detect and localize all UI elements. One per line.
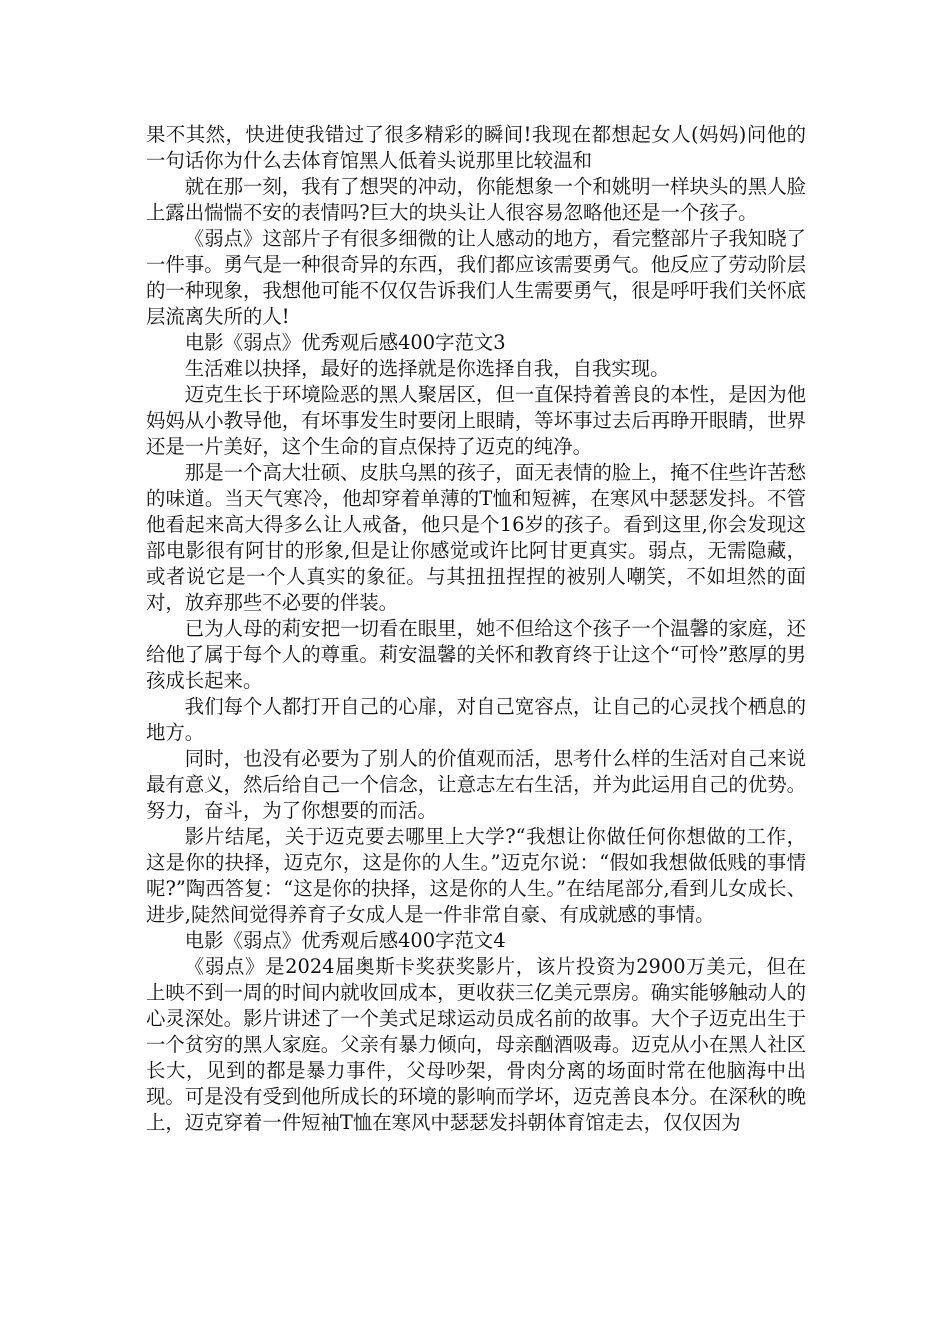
paragraph: 我们每个人都打开自己的心扉，对自己宽容点，让自己的心灵找个栖息的地方。 [146, 695, 806, 744]
section-heading: 电影《弱点》优秀观后感400字范文4 [184, 929, 506, 952]
paragraph: 就在那一刻，我有了想哭的冲动，你能想象一个和姚明一样块头的黑人脸上露出惴惴不安的表情吗?巨大的块头让人很容易忽略他还是一个孩子。 [146, 175, 806, 224]
paragraph: 已为人母的莉安把一切看在眼里，她不但给这个孩子一个温馨的家庭，还给他了属于每个人的尊重。莉安温馨的关怀和教育终于让这个“可怜”憨厚的男孩成长起来。 [146, 617, 806, 692]
paragraph: 那是一个高大壮硕、皮肤乌黑的孩子，面无表情的脸上，掩不住些许苦愁的味道。当天气寒冷，他却穿着单薄的T恤和短裤，在寒风中瑟瑟发抖。不管他看起来高大得多么让人戒备，他只是个16岁的孩子。看到这里,你会发现这部电影很有阿甘的形象,但是让你感觉或许比阿甘更真实。弱点，无需隐藏，或者说它是一个人真实的象征。与其扭扭捏捏的被别人嘲笑，不如坦然的面对，放弃那些不必要的伴装。 [146, 461, 806, 614]
section-heading: 电影《弱点》优秀观后感400字范文3 [184, 331, 506, 354]
paragraph: 《弱点》这部片子有很多细微的让人感动的地方，看完整部片子我知晓了一件事。勇气是一种很奇异的东西，我们都应该需要勇气。他反应了劳动阶层的一种现象，我想他可能不仅仅告诉我们人生需要勇气，很是呼吁我们关怀底层流离失所的人! [146, 227, 806, 328]
paragraph: 影片结尾，关于迈克要去哪里上大学?“我想让你做任何你想做的工作，这是你的抉择，迈克尔，这是你的人生。”迈克尔说：“假如我想做低贱的事情呢?”陶西答复：“这是你的抉择，这是你的人生。”在结尾部分,看到儿女成长、进步,陡然间觉得养育子女成人是一件非常自豪、有成就感的事情。 [146, 825, 806, 926]
paragraph: 同时，也没有必要为了别人的价值观而活，思考什么样的生活对自己来说最有意义，然后给自己一个信念，让意志左右生活，并为此运用自己的优势。努力，奋斗，为了你想要的而活。 [146, 747, 806, 822]
paragraph: 迈克生长于环境险恶的黑人聚居区，但一直保持着善良的本性，是因为他妈妈从小教导他，有坏事发生时要闭上眼睛，等坏事过去后再睁开眼睛，世界还是一片美好，这个生命的盲点保持了迈克的纯净。 [146, 383, 806, 458]
paragraph: 《弱点》是2024届奥斯卡奖获奖影片，该片投资为2900万美元，但在上映不到一周的时间内就收回成本，更收获三亿美元票房。确实能够触动人的心灵深处。影片讲述了一个美式足球运动员成名前的故事。大个子迈克出生于一个贫穷的黑人家庭。父亲有暴力倾向，母亲酗酒吸毒。迈克从小在黑人社区长大，见到的都是暴力事件，父母吵架，骨肉分离的场面时常在他脑海中出现。可是没有受到他所成长的环境的影响而学坏，迈克善良本分。在深秋的晚上，迈克穿着一件短袖T恤在寒风中瑟瑟发抖朝体育馆走去，仅仅因为 [146, 955, 806, 1134]
paragraph: 果不其然，快进使我错过了很多精彩的瞬间!我现在都想起女人(妈妈)问他的一句话你为什么去体育馆黑人低着头说那里比较温和 [146, 123, 806, 172]
document-page [146, 122, 806, 1136]
paragraph: 生活难以抉择，最好的选择就是你选择自我，自我实现。 [184, 357, 670, 380]
